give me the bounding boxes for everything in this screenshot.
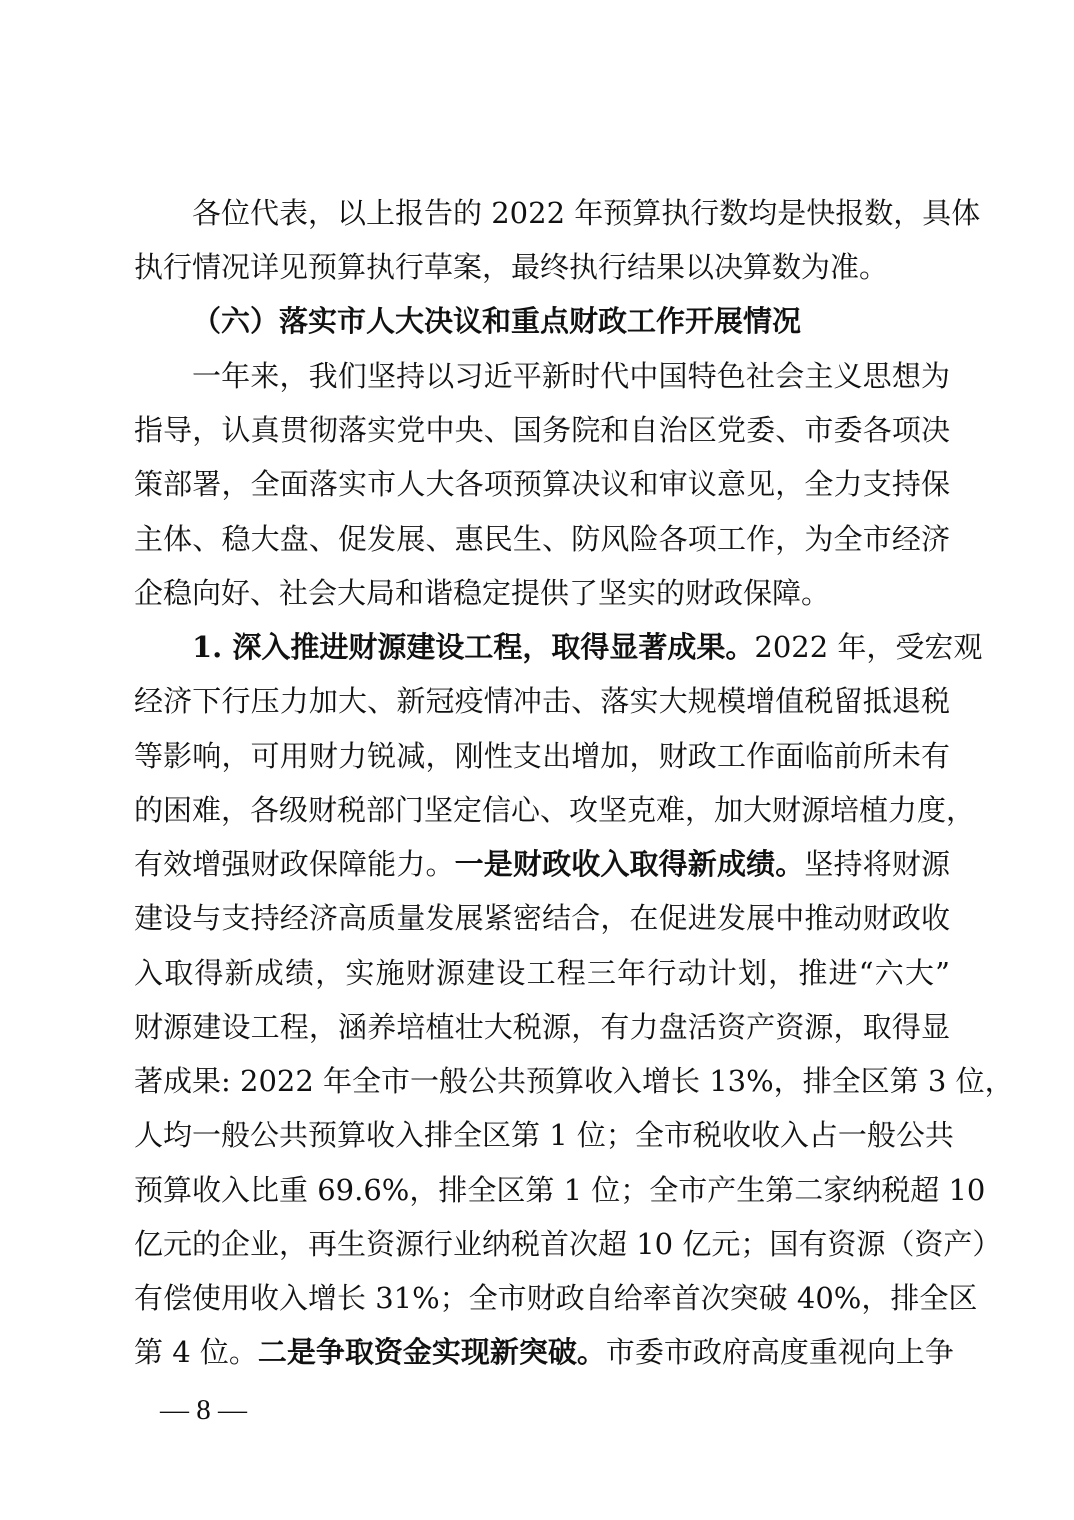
paragraph-line: 人均一般公共预算收入排全区第 1 位；全市税收收入占一般公共 bbox=[134, 1118, 954, 1152]
paragraph-line: 主体、稳大盘、促发展、惠民生、防风险各项工作，为全市经济 bbox=[134, 522, 950, 556]
text-run: 市委市政府高度重视向上争 bbox=[605, 1335, 954, 1369]
paragraph-line: 的困难，各级财税部门坚定信心、攻坚克难，加大财源培植力度， bbox=[134, 793, 976, 827]
paragraph-line bbox=[134, 1332, 954, 1372]
paragraph-line: 著成果: 2022 年全市一般公共预算收入增长 13%，排全区第 3 位， bbox=[134, 1064, 1014, 1098]
paragraph-line: 入取得新成绩，实施财源建设工程三年行动计划，推进“六大” bbox=[134, 956, 950, 990]
text-run: 第 4 位。 bbox=[134, 1335, 258, 1369]
paragraph-line: 各位代表，以上报告的 2022 年预算执行数均是快报数，具体 bbox=[192, 196, 981, 230]
section-heading: （六）落实市人大决议和重点财政工作开展情况 bbox=[192, 304, 802, 338]
paragraph-line: 有偿使用收入增长 31%；全市财政自给率首次突破 40%，排全区 bbox=[134, 1281, 978, 1315]
paragraph-line: 经济下行压力加大、新冠疫情冲击、落实大规模增值税留抵退税 bbox=[134, 684, 950, 718]
page-number: — 8 — bbox=[160, 1394, 247, 1426]
text-run: 坚持将财源 bbox=[804, 847, 950, 881]
paragraph-line: 预算收入比重 69.6%，排全区第 1 位；全市产生第二家纳税超 10 bbox=[134, 1173, 986, 1207]
text-run: 2022 年，受宏观 bbox=[754, 630, 983, 664]
paragraph-line bbox=[192, 627, 983, 667]
bold-highlight: 一是财政收入取得新成绩。 bbox=[454, 847, 805, 881]
paragraph-line: 企稳向好、社会大局和谐稳定提供了坚实的财政保障。 bbox=[134, 576, 831, 610]
paragraph-line: 指导，认真贯彻落实党中央、国务院和自治区党委、市委各项决 bbox=[134, 413, 950, 447]
bold-lead: 1. 深入推进财源建设工程，取得显著成果。 bbox=[192, 630, 755, 664]
paragraph-line: 执行情况详见预算执行草案，最终执行结果以决算数为准。 bbox=[134, 250, 889, 284]
paragraph-line: 亿元的企业，再生资源行业纳税首次超 10 亿元；国有资源（资产） bbox=[134, 1227, 1002, 1261]
paragraph-line: 策部署，全面落实市人大各项预算决议和审议意见，全力支持保 bbox=[134, 467, 950, 501]
bold-highlight: 二是争取资金实现新突破。 bbox=[257, 1335, 606, 1369]
paragraph-line: 建设与支持经济高质量发展紧密结合，在促进发展中推动财政收 bbox=[134, 901, 950, 935]
paragraph-line: 等影响，可用财力锐减，刚性支出增加，财政工作面临前所未有 bbox=[134, 739, 950, 773]
paragraph-line bbox=[134, 844, 950, 884]
text-run: 有效增强财政保障能力。 bbox=[134, 847, 455, 881]
paragraph-line: 财源建设工程，涵养培植壮大税源，有力盘活资产资源，取得显 bbox=[134, 1010, 950, 1044]
paragraph-line: 一年来，我们坚持以习近平新时代中国特色社会主义思想为 bbox=[192, 359, 950, 393]
